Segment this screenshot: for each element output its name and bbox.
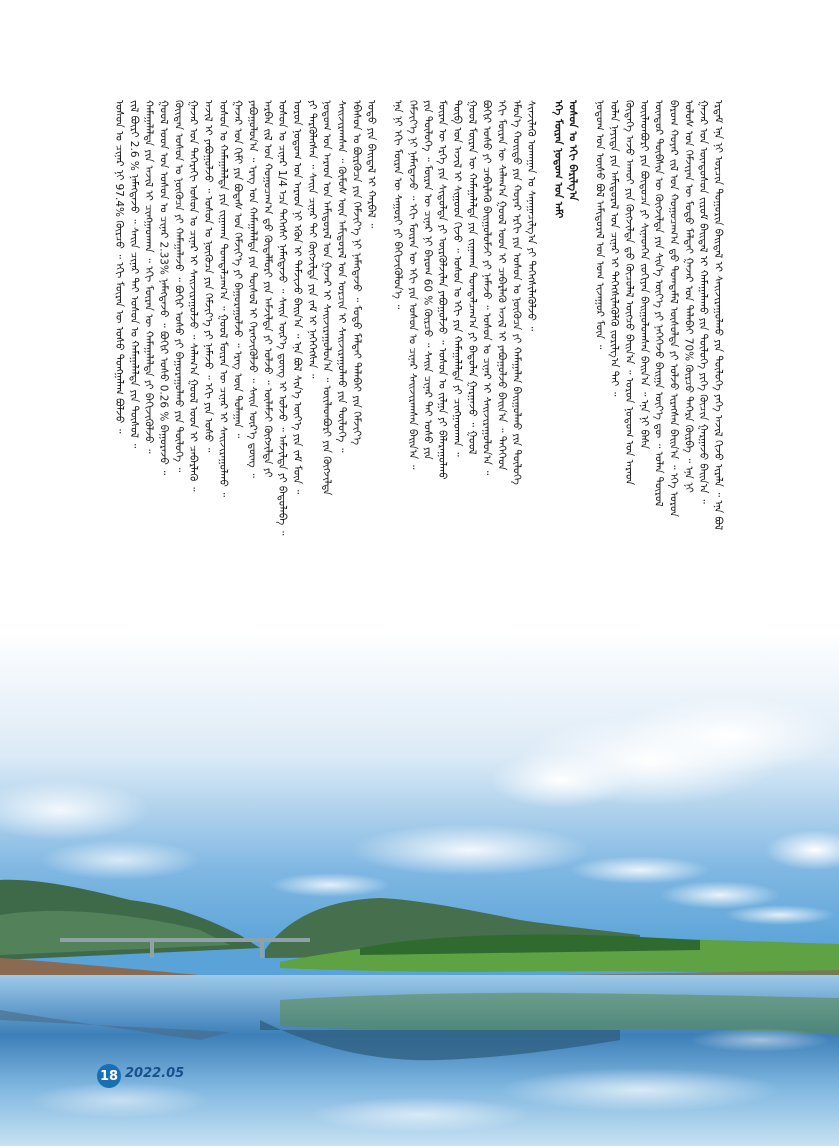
text-column (406, 100, 419, 720)
text-column (465, 100, 478, 720)
column-text: ᠣᠯᠠᠨ ᠨᠡᠶᠢᠲᠡ ᠶᠢᠨ ᠠᠮᠢᠳᠤᠷᠠᠯ ᠤᠨ ᠴᠢᠨᠠᠷ ᠢ ᠳᠡᠭᠡᠭᠰᠢᠯᠡᠭᠦᠯᠬᠦ ᠵᠣᠷᠢᠯᠭ᠎ᠠ ᠲᠠᠢ ᠃ (608, 100, 621, 397)
text-column (231, 100, 244, 720)
text-column (275, 100, 288, 720)
column-text: ᠶᠠᠪᠤᠭᠤᠯᠤᠨ᠎ᠠ ᠃ ᠡᠷᠡᠭ ᠤᠨ ᠬᠠᠮᠠᠭᠠᠯᠠᠯᠲᠠ ᠶᠢᠨ ᠲᠥᠰᠥᠯ ᠢ ᠬᠡᠷᠡᠭᠵᠢᠭᠦᠯᠵᠦ ᠃ ᠰᠠᠢᠨ ᠦᠷ᠎ᠡ ᠳ᠋ᠦᠩ ᠃ (246, 100, 259, 478)
column-text: ᠥᠨᠳᠦᠷ ᠲᠦᠪᠰᠢᠨ ᠦ ᠬᠥᠭᠵᠢᠯᠲᠡ ᠶᠢᠨ ᠰᠢᠨ᠎ᠡ ᠦᠶ᠎ᠡ ᠶᠢ ᠨᠡᠭᠡᠭᠡᠵᠦ ᠪᠠᠢᠭᠠ ᠦᠶ᠎ᠡ ᠳᠦ ᠃ ᠣᠯᠠᠨ ᠲᠥᠷᠥᠯ (652, 100, 665, 507)
column-text: ᠭᠣᠣᠯ ᠮᠥᠷᠡᠨ ᠦ ᠬᠠᠮᠠᠭᠠᠯᠠᠯᠲᠠ ᠶᠢᠨ ᠵᠢᠭᠠᠬᠠᠨ ᠲᠣᠭᠲᠠᠯᠴᠠᠭ᠎ᠠ ᠶᠢ ᠪᠠᠲᠤᠯᠠᠨ ᠭᠠᠷᠭᠠᠵᠤ ᠃ ᠭᠣᠣᠯ (465, 100, 478, 455)
column-text: ᠬᠦᠢᠲᠡᠨ ᠤᠰᠤᠨ ᠤ ᠨᠥᠭᠥᠴᠡ ᠶᠢ ᠬᠠᠮᠠᠭᠠᠯᠠᠵᠤ ᠃ ᠪᠣᠬᠢᠷ ᠤᠰᠤ ᠶᠢ ᠪᠠᠭᠤᠷᠠᠭᠤᠯᠬᠤ ᠶᠢᠨ ᠲᠥᠯᠥᠭᠡ ᠃ (172, 100, 185, 473)
text-column (524, 100, 537, 720)
text-column (551, 100, 564, 720)
column-text: ᠤᠯᠤᠰ ᠤᠨ ᠬᠡᠮᠵᠢᠶᠡᠨ ᠦ ᠮᠣᠳᠣ ᠮᠠᠯᠲᠠᠢ ᠭᠠᠵᠠᠷ ᠤᠨ ᠲᠠᠯᠠᠪᠠᠢ 70% ᠬᠦᠷᠴᠦ ᠳᠡᠭᠡᠷᠡ ᠬᠦᠷᠪᠡ ᠃ ᠡᠨᠡ ᠨᠢ (682, 100, 695, 493)
column-text: ᠠᠵᠢᠯ ᠢ ᠶᠠᠪᠤᠭᠤᠯᠵᠤ ᠃ ᠤᠰᠤᠨ ᠤ ᠨᠥᠭᠥᠴᠡ ᠶᠢᠨ ᠬᠡᠮᠵᠢᠶ᠎ᠡ ᠶᠢ ᠨᠡᠮᠡᠵᠦ ᠃ ᠡᠬᠢ ᠶᠢᠨ ᠤᠰᠤ ᠃ (201, 100, 214, 453)
column-text: ᠦᠢᠯᠡᠳᠪᠦᠷᠢ ᠶᠢᠨ ᠪᠦᠲᠦᠴᠡ ᠶᠢ ᠰᠢᠨᠡᠳᠬᠡᠨ ᠵᠣᠬᠢᠶᠠᠨ ᠪᠠᠢᠭᠤᠯᠤᠭᠰᠠᠨ ᠪᠠᠢᠨ᠎ᠠ ᠃ ᠡᠨᠡ ᠨᠢ ᠪᠠᠰᠠ (637, 100, 650, 450)
text-column (320, 100, 333, 720)
column-text: ᠬᠡᠮᠵᠢᠶ᠎ᠡ ᠨᠢ ᠨᠡᠮᠡᠭᠳᠡᠵᠦ ᠃ ᠡᠬᠢ ᠮᠥᠷᠡᠨ ᠦ ᠡᠬᠢ ᠶᠢᠨ ᠤᠰᠤᠨ ᠤ ᠴᠢᠨᠠᠷ ᠰᠠᠢᠵᠢᠷᠠᠭᠰᠠᠨ ᠪᠠᠢᠨ᠎ᠠ ᠃ (406, 100, 419, 470)
text-column (245, 100, 258, 720)
text-column (480, 100, 493, 720)
text-column (127, 100, 140, 720)
column-text: ᠤᠰᠤᠨ ᠤ ᠴᠢᠨᠠᠷ ᠨᠢ 97.4% ᠬᠦᠷᠴᠦ ᠃ ᠡᠬᠢ ᠮᠥᠷᠡᠨ ᠦ ᠤᠰᠤ ᠲᠣᠩᠭᠠᠯᠠᠭ ᠪᠣᠯᠵᠤ ᠃ (113, 100, 125, 434)
column-text: ᠪᠣᠬᠢᠷ ᠤᠰᠤ ᠶᠢ ᠴᠡᠪᠡᠷᠯᠡᠬᠦ ᠪᠠᠢᠭᠤᠯᠤᠮᠵᠢ ᠶᠢ ᠨᠡᠮᠡᠵᠦ ᠃ ᠤᠰᠤᠨ ᠤ ᠴᠢᠨᠠᠷ ᠢ ᠰᠠᠢᠵᠢᠷᠠᠭᠤᠯᠤᠨ᠎ᠠ ᠃ (480, 100, 493, 476)
column-text: ᠶᠢ ᠲᠡᠷᠭᠦᠯᠡᠭᠰᠡᠨ ᠃ ᠰᠠᠢᠨ ᠴᠢᠨᠠᠷ ᠲᠠᠢ ᠬᠥᠭᠵᠢᠯᠲᠡ ᠶᠢᠨ ᠵᠠᠮ ᠢ ᠨᠡᠭᠡᠭᠡᠭᠰᠡᠨ ᠃ (305, 100, 318, 379)
text-column (696, 100, 709, 720)
text-column (112, 100, 125, 720)
text-column (290, 100, 303, 720)
column-text: ᠭᠠᠵᠠᠷ ᠤᠨ ᠳᠡᠭᠡᠷᠡᠬᠢ ᠤᠰᠤᠨ ᠤ ᠴᠢᠨᠠᠷ ᠢ ᠰᠠᠢᠵᠢᠷᠠᠭᠤᠯᠵᠤ ᠃ ᠰᠠᠯᠠᠭ᠎ᠠ ᠭᠣᠣᠯ ᠤᠳ ᠢ ᠴᠡᠪᠡᠷᠯᠡᠬᠦ ᠃ (187, 100, 200, 492)
column-text: ᠭᠣᠣᠯ ᠤᠳ ᠤᠨ ᠤᠰᠤᠨ ᠤ ᠴᠢᠨᠠᠷ 2.33% ᠨᠡᠮᠡᠭᠳᠡᠵᠦ ᠃ ᠪᠣᠬᠢᠷ ᠤᠰᠤ 0.26 % ᠪᠠᠭᠤᠷᠠᠵᠤ ᠃ (157, 100, 170, 476)
column-text: ᠨᠤᠲᠤᠭ ᠤᠨ ᠦᠰᠦ ᠪᠣᠯ ᠠᠮᠢᠳᠤᠷᠠᠯ ᠤᠨ ᠤᠭ ᠢᠵᠠᠭᠤᠷ ᠮᠥᠨ ᠃ (593, 100, 606, 350)
text-column (652, 100, 665, 720)
text-column (592, 100, 605, 720)
column-text: ᠬᠠᠮᠠᠭᠠᠯᠠᠯᠲᠠ ᠶᠢᠨ ᠠᠵᠢᠯ ᠢ ᠴᠢᠩᠭᠠᠳᠬᠠᠨ ᠃ ᠡᠬᠢ ᠮᠥᠷᠡᠨ ᠦ ᠬᠠᠮᠠᠭᠠᠯᠠᠯᠲᠠ ᠶᠢ ᠪᠡᠬᠢᠵᠢᠭᠦᠯᠵᠦ ᠃ (142, 100, 155, 454)
text-column (666, 100, 679, 720)
text-column (349, 100, 362, 720)
column-text: ᠡᠷᠲᠡᠮ ᠡᠨᠡ ᠨᠢ ᠣᠷᠴᠢᠨ ᠲᠣᠭᠣᠷᠢᠨ ᠪᠠᠢᠳᠠᠯ ᠢ ᠰᠠᠢᠵᠢᠷᠠᠭᠤᠯᠬᠤ ᠶᠢᠨ ᠲᠥᠯᠥᠭᠡ ᠶᠡᠬᠡ ᠠᠵᠢᠯ ᠬᠢᠵᠦ ᠢᠷᠡᠯᠡ ᠃ ᠡᠨᠡ ᠪᠣᠯ (711, 100, 724, 531)
article-body (112, 100, 724, 720)
text-column (420, 100, 433, 720)
text-column (450, 100, 463, 720)
text-column (379, 100, 389, 720)
column-text: ᠠᠷᠪᠠᠨ ᠵᠢᠯ ᠤᠨ ᠬᠤᠭᠤᠴᠠᠭ᠎ᠠ ᠳ᠋ᠤ ᠬᠥᠳᠡᠯᠮᠦᠷᠢ ᠶᠢᠨ ᠠᠮᠵᠢᠯᠲᠠ ᠶᠢ ᠣᠯᠵᠤ ᠃ ᠦᠯᠡᠮᠵᠢ ᠬᠥᠭᠵᠢᠯᠲᠡ ᠶᠢ (261, 100, 274, 478)
text-column (435, 100, 448, 720)
column-text: ᠲᠥᠪ ᠤᠨ ᠠᠵᠢᠯ ᠢ ᠰᠢᠭᠤᠳ ᠬᠢᠵᠦ ᠃ ᠤᠰᠤᠨ ᠤ ᠡᠬᠢ ᠶᠢᠨ ᠬᠠᠮᠠᠭᠠᠯᠠᠯᠲᠠ ᠶᠢ ᠴᠢᠩᠭᠠᠳᠬᠠᠨ ᠃ (451, 100, 464, 457)
column-text: ᠭᠠᠵᠠᠷ ᠤᠨ ᠬᠢᠮᠢ ᠶᠢᠨ ᠪᠣᠳᠠᠰ ᠤᠨ ᠬᠡᠮᠵᠢᠶ᠎ᠡ ᠶᠢ ᠪᠠᠭᠤᠷᠠᠭᠤᠯᠵᠤ ᠃ ᠡᠷᠡᠭ ᠦᠨ ᠳᠤᠯᠠᠭᠠᠨ ᠃ (231, 100, 244, 439)
text-column (364, 100, 377, 720)
column-text: ᠣᠳᠣ ᠶᠢᠨ ᠪᠠᠢᠳᠠᠯ ᠢ ᠬᠠᠷᠪᠠᠯ ᠃ (365, 100, 378, 229)
column-text: ᠰᠠᠢᠵᠢᠷᠠᠭᠰᠠᠨ ᠃ ᠬᠥᠮᠦᠰ ᠦᠨ ᠠᠮᠢᠳᠤᠷᠠᠯ ᠤᠨ ᠣᠷᠴᠢᠨ ᠢ ᠰᠠᠢᠵᠢᠷᠠᠭᠤᠯᠬᠤ ᠶᠢᠨ ᠲᠥᠯᠥᠭᠡ ᠃ (335, 100, 348, 453)
text-column (637, 100, 650, 720)
column-text: ᠤᠰᠤᠨ ᠤ ᠴᠢᠨᠠᠷ 1/4 ᠡᠴᠡ ᠳᠡᠭᠡᠭᠰᠢ ᠨᠡᠮᠡᠭᠳᠡᠵᠦ ᠃ ᠰᠠᠢᠨ ᠦᠷ᠎ᠡ ᠳ᠋ᠦᠩ ᠢ ᠣᠯᠵᠤ ᠃ ᠠᠮᠵᠢᠯᠲᠠ ᠶᠢ ᠪᠠᠲᠤᠯᠠᠪᠠ ᠃ (276, 100, 289, 536)
text-column (711, 100, 724, 720)
text-column (539, 100, 549, 720)
column-text: ᠨᠤᠲᠤᠭ ᠤᠨ ᠠᠷᠠᠳ ᠤᠨ ᠠᠮᠢᠳᠤᠷᠠᠯ ᠤᠨ ᠭᠠᠵᠠᠷ ᠢ ᠰᠠᠢᠵᠢᠷᠠᠭᠤᠯᠤᠨ᠎ᠠ ᠃ ᠦᠢᠯᠡᠳᠪᠦᠷᠢ ᠶᠢᠨ ᠬᠥᠭᠵᠢᠯᠲᠡ (320, 100, 333, 496)
column-text: ᠵᠢᠯ ᠪᠦᠷᠢ 2.6 % ᠨᠡᠮᠡᠭᠳᠡᠵᠦ ᠃ ᠰᠠᠢᠨ ᠴᠢᠨᠠᠷ ᠲᠠᠢ ᠤᠰᠤᠨ ᠤ ᠬᠠᠮᠠᠭᠠᠯᠠᠯᠲᠠ ᠶᠢᠨ ᠲᠥᠰᠥᠯ ᠃ (127, 100, 140, 449)
text-column (509, 100, 522, 720)
text-column (581, 100, 591, 720)
column-text: ᠰᠢᠨᠵᠢᠯᠡᠬᠦ ᠤᠬᠠᠭᠠᠨ ᠤ ᠰᠠᠨᠠᠭᠠᠴᠢᠯᠭ᠎ᠠ ᠶᠢ ᠳᠡᠭᠡᠭᠰᠢᠯᠡᠭᠦᠯᠵᠦ ᠃ (525, 100, 538, 332)
column-text: ᠶᠢᠨ ᠲᠥᠯᠥᠭᠡ ᠃ ᠮᠥᠷᠡᠨ ᠦ ᠴᠢᠨᠠᠷ ᠨᠢ ᠪᠠᠷᠤᠭ 60 % ᠬᠦᠷᠴᠦ ᠃ ᠰᠠᠢᠨ ᠴᠢᠨᠠᠷ ᠲᠠᠢ ᠤᠰᠤ ᠶᠢᠨ (421, 100, 434, 460)
column-text: ᠡᠨᠡ ᠨᠢ ᠡᠬᠢ ᠮᠥᠷᠡᠨ ᠦ ᠰᠠᠭᠤᠷᠢ ᠶᠢ ᠪᠡᠬᠢᠵᠢᠭᠦᠯᠦᠨ᠎ᠡ ᠃ (391, 100, 404, 310)
column-text: ᠬᠥᠳᠡᠭᠡ ᠠᠵᠤ ᠠᠬᠤᠢ ᠶᠢᠨ ᠬᠥᠭᠵᠢᠯᠲᠡ ᠳ᠋ᠤ ᠬᠦᠴᠦᠯᠡᠯ ᠥᠭᠴᠦ ᠪᠠᠢᠨ᠎ᠠ ᠃ ᠣᠷᠣᠨ ᠨᠤᠲᠤᠭ ᠤᠨ ᠠᠷᠠᠳ (622, 100, 635, 486)
text-column (607, 100, 620, 720)
column-text: ᠡᠮᠦᠨ᠎ᠡ ᠬᠣᠢᠲᠤ ᠶᠢᠨ ᠬᠣᠶᠠᠷ ᠡᠷᠭᠢ ᠶᠢᠨ ᠤᠰᠤᠨ ᠤ ᠨᠥᠭᠥᠴᠡ ᠶᠢ ᠬᠠᠮᠠᠭᠠᠯᠠᠨ ᠪᠠᠢᠭᠤᠯᠬᠤ ᠶᠢᠨ ᠲᠥᠯᠥᠭᠡ (510, 100, 523, 485)
text-column (681, 100, 694, 720)
column-text: ᠭᠠᠵᠠᠷ ᠤᠨ ᠦᠨᠳᠦᠰᠦᠨ ᠵᠢᠷᠤᠮ ᠪᠠᠢᠳᠠᠯ ᠢ ᠬᠠᠮᠠᠭᠠᠯᠠᠬᠤ ᠶᠢᠨ ᠲᠥᠯᠥᠭᠡ ᠶᠢᠬᠡ ᠬᠦᠴᠢᠨ ᠭᠠᠷᠭᠠᠵᠤ ᠪᠠᠢᠨ᠎ᠠ ᠃ (697, 100, 710, 504)
text-column (186, 100, 199, 720)
text-column (201, 100, 214, 720)
text-column (156, 100, 169, 720)
issue-date: 2022.05 (125, 1066, 185, 1081)
text-column (566, 100, 579, 720)
page-number-badge: 18 (97, 1064, 121, 1088)
text-column (305, 100, 318, 720)
column-text: ᠣᠷᠣᠨ ᠨᠤᠲᠤᠭ ᠤᠨ ᠠᠷᠠᠳ ᠨᠢ ᠡᠭᠦᠨ ᠢ ᠳᠡᠮᠵᠢᠵᠦ ᠪᠠᠢᠨ᠎ᠠ ᠃ ᠡᠨᠡ ᠪᠣᠯ ᠰᠢᠨ᠎ᠡ ᠦᠶ᠎ᠡ ᠶᠢᠨ ᠵᠠᠮ ᠮᠥᠨ ᠃ (290, 100, 303, 495)
text-column (334, 100, 347, 720)
column-text: ᠡᠪᠡᠰᠦᠨ ᠤ ᠪᠦᠷᠬᠦᠴᠡ ᠶᠢᠨ ᠬᠡᠮᠵᠢᠶ᠎ᠡ ᠨᠢ ᠨᠡᠮᠡᠭᠳᠡᠵᠦ ᠃ ᠮᠣᠳᠣ ᠮᠠᠯᠲᠠᠢ ᠳᠠᠯᠠᠪᠠᠢ ᠶᠢᠨ ᠬᠡᠮᠵᠢᠶ᠎ᠡ (350, 100, 363, 446)
text-column (391, 100, 404, 720)
section-heading: ᠤᠰᠤᠨ ᠤ ᠡᠬᠢ ᠪᠠᠷᠢᠯᠭ᠎ᠠ (566, 100, 579, 201)
column-text: ᠮᠥᠷᠡᠨ ᠦ ᠡᠷᠭᠡ ᠶᠢᠨ ᠰᠢᠳᠦᠯᠲᠡ ᠶᠢ ᠦᠷᠭᠦᠯᠵᠢᠯᠡᠨ ᠶᠠᠪᠤᠭᠤᠯᠵᠤ ᠃ ᠤᠰᠤᠨ ᠤ ᠵᠢᠯᠭᠠ ᠶᠢ ᠪᠠᠯᠠᠷᠠᠭᠤᠯᠬᠤ (436, 100, 449, 480)
text-column (495, 100, 508, 720)
text-column (260, 100, 273, 720)
column-text: ᠡᠬᠢ ᠮᠥᠷᠡᠨ ᠦ ᠰᠠᠯᠠᠭ᠎ᠠ ᠭᠣᠣᠯ ᠤᠳ ᠢ ᠴᠡᠪᠡᠷᠯᠡᠬᠦ ᠠᠵᠢᠯ ᠢ ᠶᠠᠪᠤᠭᠤᠯᠵᠤ ᠪᠠᠢᠨ᠎ᠠ ᠃ ᠲᠡᠭᠡᠭᠡᠳ (495, 100, 508, 471)
text-column (622, 100, 635, 720)
column-text: ᠤᠰᠤᠨ ᠤ ᠬᠠᠮᠠᠭᠠᠯᠠᠯᠲᠠ ᠶᠢᠨ ᠵᠢᠭᠠᠬᠠᠨ ᠲᠣᠭᠲᠠᠯᠴᠠᠭ᠎ᠠ ᠃ ᠭᠣᠣᠯ ᠮᠥᠷᠡᠨ ᠦ ᠴᠢᠨᠠᠷ ᠢ ᠰᠠᠢᠵᠢᠷᠠᠭᠤᠯᠬᠤ ᠃ (216, 100, 229, 498)
text-column (216, 100, 229, 720)
text-column (142, 100, 155, 720)
column-text: ᠪᠠᠷᠤᠭ ᠬᠣᠶᠠᠷ ᠵᠢᠯ ᠤᠨ ᠬᠤᠭᠤᠴᠠᠭ᠎ᠠ ᠳ᠋ᠤ ᠲᠣᠭᠲᠠᠮᠠᠯ ᠥᠰᠦᠯᠲᠡ ᠶᠢ ᠣᠯᠵᠤ ᠢᠷᠡᠭᠰᠡᠨ ᠪᠠᠢᠨ᠎ᠠ ᠃ ᠡᠬᠡ ᠣᠷᠣᠨ (667, 100, 680, 518)
section-heading: ᠡᠬᠡ ᠮᠥᠷᠡᠨ ᠨᠤᠲᠤᠭ ᠤᠨ ᠠᠮᠢ (551, 100, 564, 219)
text-column (171, 100, 184, 720)
